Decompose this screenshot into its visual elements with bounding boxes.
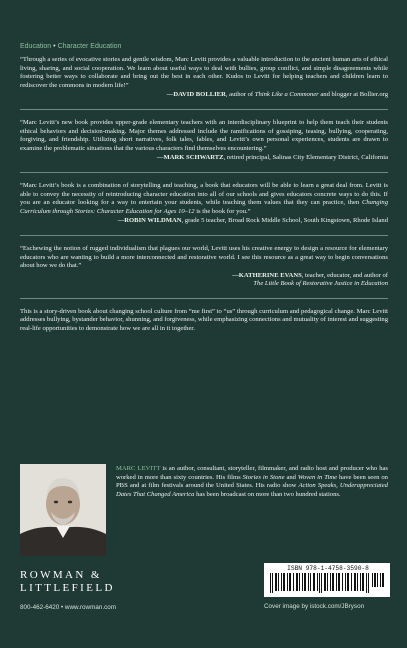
top-band [0, 0, 407, 36]
divider [20, 109, 388, 110]
blurb-attribution-2: —MARK SCHWARTZ, retired principal, Salinas City Elementary District, California [156, 154, 388, 162]
blurb-quote-1: “Through a series of evocative stories and gentle wisdom, Marc Levitt provides a valuable introduction to the ancient human arts of ethical living, sharing, and social cooperation. We learn about useful ways to deal with bullies, group conflict, and simple disagreements while fostering better ways to collaborate and bring out the best in each other. Kudos to Levitt for helping teachers and children learn to rediscover the commons in modern life!” [20, 56, 388, 89]
isbn-barcode [264, 563, 390, 597]
book-description: This is a story-driven book about changing school culture from “me first” to “us” through curriculum and pedagogical change. Marc Levitt addresses bullying, bystander behavior, shunning, and forgiveness, while emphasizing connections and mutuality of interest and suggesting real-life opportunities to demonstrate how we are all in it together. [20, 307, 388, 333]
blurb-attribution-3: —ROBIN WILDMAN, grade 5 teacher, Broad Rock Middle School, South Kingstown, Rhode Island [117, 217, 388, 225]
blurb-attribution-1: —DAVID BOLLIER, author of Think Like a Commoner and blogger at Bollier.org [166, 91, 388, 99]
category-label: Education • Character Education [20, 43, 122, 50]
blurb-attribution-4: —KATHERINE EVANS, teacher, educator, and author of The Little Book of Restorative Justice in Education [232, 271, 388, 288]
blurb-quote-3: “Marc Levitt’s book is a combination of storytelling and teaching, a book that educators will be able to learn a great deal from. Levitt is able to convey the necessity of reintroducing character education into all of our schools and gives educators concrete ways to do this. If you are an educator looking for a way to entertain your students, while teaching them values that they can practice, then Changing Curriculum through Stories: Character Education for Ages 10–12 is the book for you.” [20, 181, 388, 215]
author-name: MARC LEVITT [116, 465, 161, 472]
cover-image-credit: Cover image by istock.com/JBryson [264, 603, 365, 610]
divider [20, 172, 388, 173]
author-bio: MARC LEVITT is an author, consultant, storyteller, filmmaker, and radio host and producer who has worked in more than sixty countries. His films Stories in Stone and Woven in Time have been seen on PBS and at film festivals around the United States. His radio show Action Speaks, Underappreciated Dates That Changed America has been broadcast on more than two hundred stations. [116, 465, 388, 498]
blurb-area [20, 56, 388, 334]
publisher-logo: ROWMAN & LITTLEFIELD [20, 569, 115, 594]
publisher-contact: 800-462-6420 • www.rowman.com [20, 604, 117, 611]
barcode-image [268, 573, 386, 595]
author-photo [20, 464, 106, 556]
blurb-quote-4: “Eschewing the notion of rugged individualism that plagues our world, Levitt uses his creative energy to design a resource for elementary educators who are wanting to build a more interconnected and restorative world. I see this resource as a great way to begin conversations about how we do that.” [20, 244, 388, 270]
author-portrait-image [20, 464, 106, 556]
author-section [20, 464, 388, 564]
divider [20, 298, 388, 299]
isbn-number: ISBN 978-1-4758-3590-8 [287, 565, 369, 572]
divider [20, 235, 388, 236]
blurb-quote-2: “Marc Levitt’s new book provides upper-grade elementary teachers with an interdisciplinary blueprint to help them teach their students ethical behaviors and decision-making. Major themes addressed include the ramifications of gossiping, teasing, bullying, cooperating, forgiving, and friendship. Utilizing short narratives, folk tales, fables, and Levitt’s own personal experiences, students are drawn to examine the problematic situations that the various characters find themselves encountering.” [20, 118, 388, 152]
